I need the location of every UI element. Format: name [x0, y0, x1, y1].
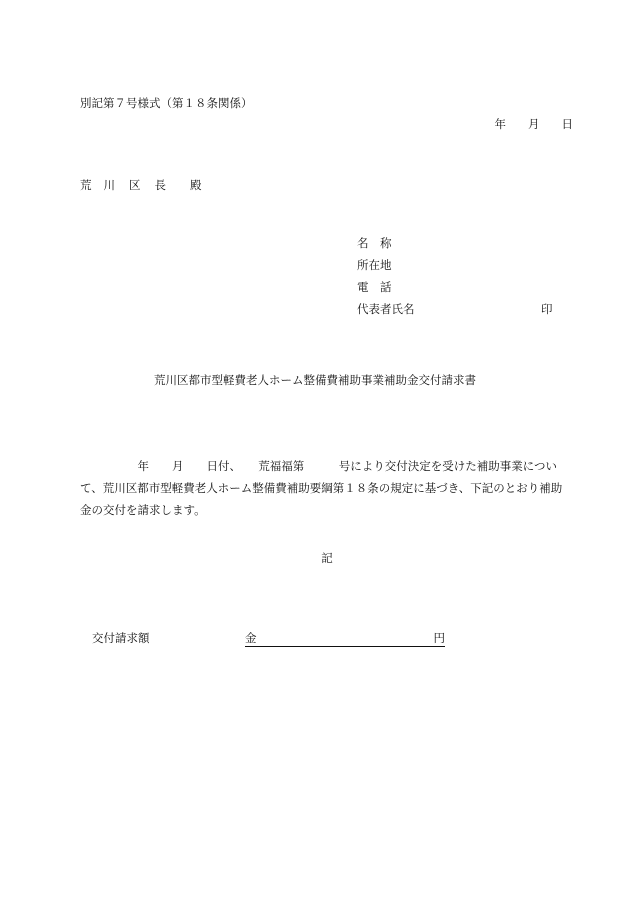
amount-field	[245, 633, 445, 647]
amount-suffix: 円	[433, 631, 445, 645]
ki-heading: 記	[321, 551, 333, 565]
recipient-char-1: 荒	[80, 178, 92, 192]
applicant-name-label: 名 称	[357, 236, 392, 250]
applicant-address-label: 所在地	[357, 258, 392, 272]
date-line	[495, 119, 574, 131]
applicant-phone-label: 電 話	[357, 280, 392, 294]
recipient-char-4: 長	[154, 178, 166, 192]
seal-mark: 印	[541, 302, 553, 316]
date-year: 年	[494, 117, 506, 131]
recipient-honorific: 殿	[190, 178, 202, 192]
amount-prefix: 金	[245, 631, 257, 645]
body-line-3: 金の交付を請求します。	[80, 503, 206, 517]
amount-label: 交付請求額	[92, 631, 150, 645]
date-month: 月	[528, 117, 540, 131]
body-paragraph	[80, 455, 580, 521]
applicant-name-row	[357, 238, 557, 260]
applicant-phone-row	[357, 282, 557, 304]
body-line-2: て、荒川区都市型軽費老人ホーム整備費補助要綱第１８条の規定に基づき、下記のとおり補助	[80, 481, 563, 495]
form-number: 別記第７号様式（第１８条関係）	[80, 96, 253, 110]
applicant-representative-label: 代表者氏名	[357, 302, 415, 316]
document-title: 荒川区都市型軽費老人ホーム整備費補助事業補助金交付請求書	[154, 373, 476, 387]
applicant-address-row	[357, 260, 557, 282]
date-day: 日	[561, 117, 573, 131]
recipient	[80, 180, 202, 192]
applicant-representative-row	[357, 304, 557, 326]
recipient-char-3: 区	[129, 178, 141, 192]
body-line-1: 年 月 日付、 荒福福第 号により交付決定を受けた補助事業につい	[80, 459, 558, 473]
applicant-block	[357, 238, 557, 326]
recipient-char-2: 川	[103, 178, 115, 192]
